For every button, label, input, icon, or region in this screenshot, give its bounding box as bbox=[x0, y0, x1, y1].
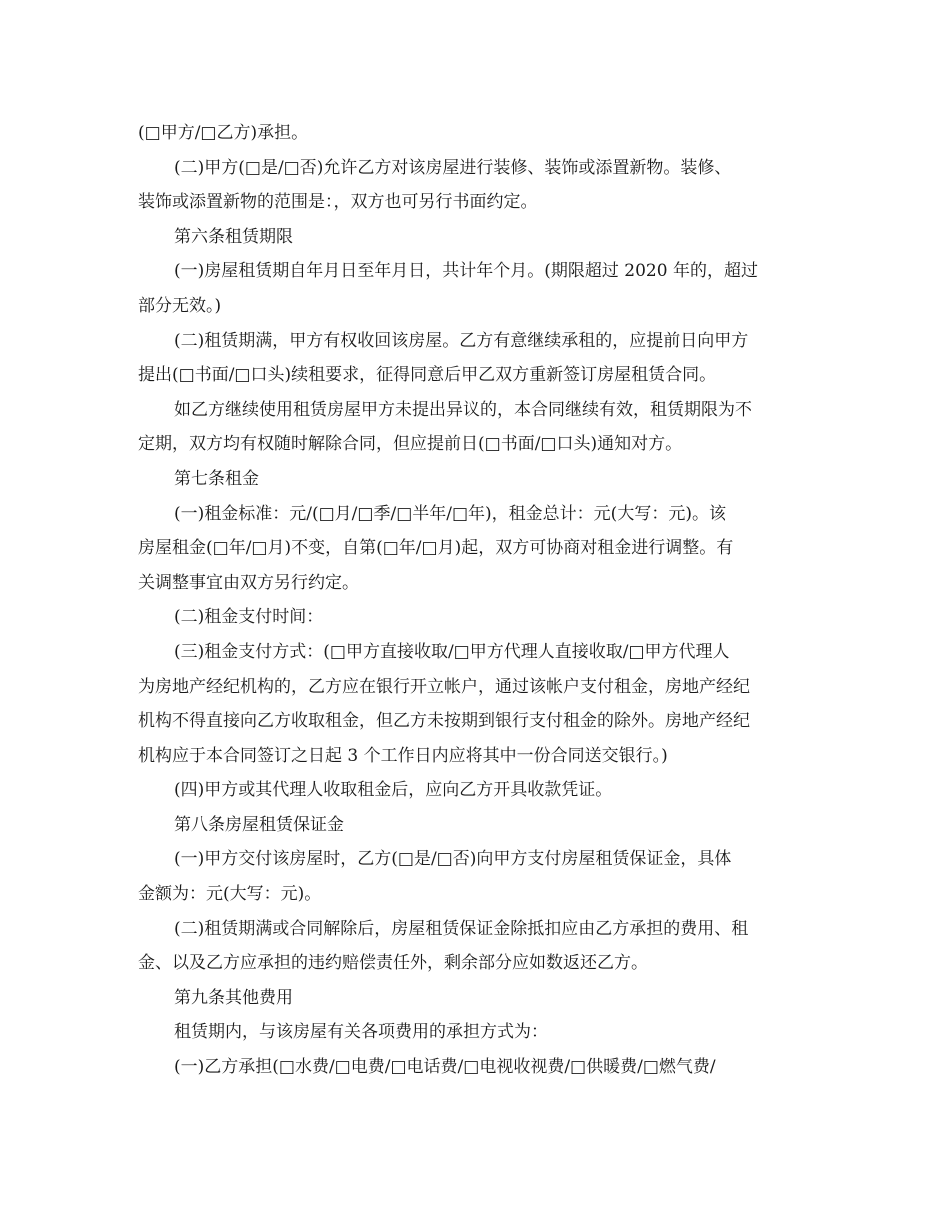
text-line: 为房地产经纪机构的，乙方应在银行开立帐户，通过该帐户支付租金，房地产经纪 bbox=[138, 676, 750, 697]
text-line: 部分无效。) bbox=[138, 295, 222, 316]
text-line: 房屋租金(□年/□月)不变，自第(□年/□月)起，双方可协商对租金进行调整。有 bbox=[138, 538, 734, 559]
text-line: (一)房屋租赁期自年月日至年月日，共计年个月。(期限超过 2020 年的，超过 bbox=[174, 261, 758, 282]
text-line: 第六条租赁期限 bbox=[174, 226, 293, 247]
text-line: 第九条其他费用 bbox=[174, 987, 293, 1008]
text-line: 定期，双方均有权随时解除合同，但应提前日(□书面/□口头)通知对方。 bbox=[138, 434, 683, 455]
text-line: (一)租金标准：元/(□月/□季/□半年/□年)，租金总计：元(大写：元)。该 bbox=[174, 503, 726, 524]
text-line: (二)租赁期满，甲方有权收回该房屋。乙方有意继续承租的，应提前日向甲方 bbox=[174, 330, 749, 351]
text-line: (□甲方/□乙方)承担。 bbox=[138, 123, 309, 143]
text-line: 租赁期内，与该房屋有关各项费用的承担方式为： bbox=[174, 1022, 548, 1043]
text-line: 机构应于本合同签订之日起 3 个工作日内应将其中一份合同送交银行。) bbox=[138, 745, 668, 766]
text-line: 第八条房屋租赁保证金 bbox=[174, 814, 344, 835]
text-line: (二)租赁期满或合同解除后，房屋租赁保证金除抵扣应由乙方承担的费用、租 bbox=[174, 918, 749, 939]
document-body bbox=[138, 116, 814, 1085]
text-line: 第七条租金 bbox=[174, 468, 259, 489]
text-line: 关调整事宜由双方另行约定。 bbox=[138, 572, 359, 593]
text-line: 金额为：元(大写：元)。 bbox=[138, 884, 322, 905]
text-line: (二)租金支付时间： bbox=[174, 607, 324, 628]
text-line: 提出(□书面/□口头)续租要求，征得同意后甲乙双方重新签订房屋租赁合同。 bbox=[138, 365, 717, 386]
text-line: 如乙方继续使用租赁房屋甲方未提出异议的，本合同继续有效，租赁期限为不 bbox=[174, 399, 752, 420]
text-line: (四)甲方或其代理人收取租金后，应向乙方开具收款凭证。 bbox=[174, 780, 613, 801]
text-line: (三)租金支付方式：(□甲方直接收取/□甲方代理人直接收取/□甲方代理人 bbox=[174, 641, 730, 662]
text-line: 装饰或添置新物的范围是：，双方也可另行书面约定。 bbox=[138, 192, 538, 213]
text-line: (一)甲方交付该房屋时，乙方(□是/□否)向甲方支付房屋租赁保证金，具体 bbox=[174, 849, 732, 870]
text-line: 机构不得直接向乙方收取租金，但乙方未按期到银行支付租金的除外。房地产经纪 bbox=[138, 711, 750, 732]
text-line: (一)乙方承担(□水费/□电费/□电话费/□电视收视费/□供暖费/□燃气费/ bbox=[174, 1057, 716, 1078]
text-line: 金、以及乙方应承担的违约赔偿责任外，剩余部分应如数返还乙方。 bbox=[138, 953, 648, 974]
text-line: (二)甲方(□是/□否)允许乙方对该房屋进行装修、装饰或添置新物。装修、 bbox=[174, 157, 732, 178]
